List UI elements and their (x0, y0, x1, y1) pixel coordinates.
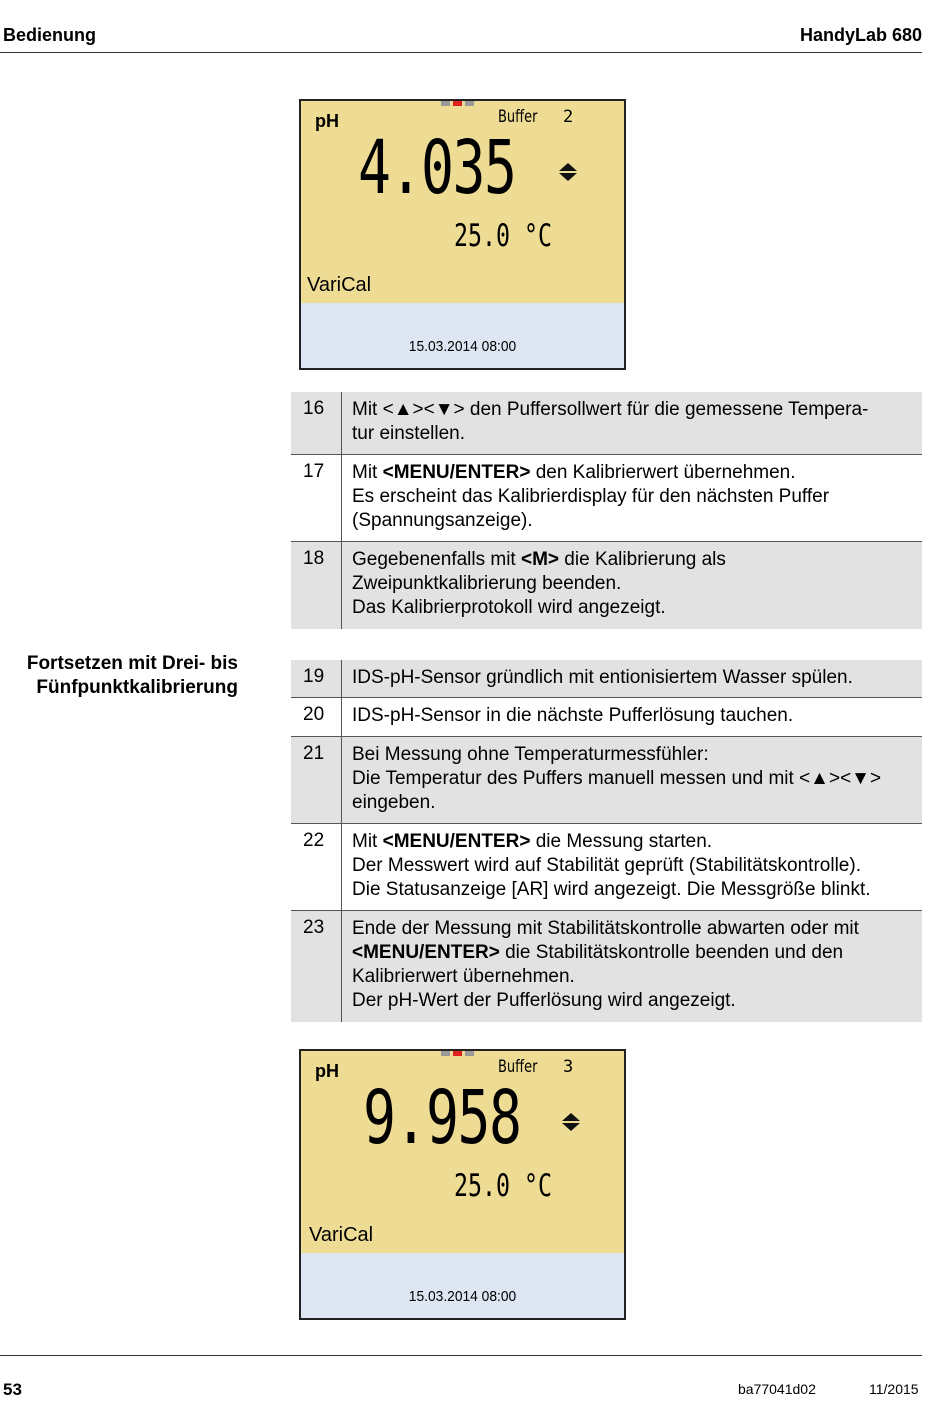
step-row (291, 911, 922, 1022)
display-mode-label: VariCal (307, 274, 372, 296)
page-number: 53 (3, 1380, 22, 1399)
step-text-line: Kalibrierwert übernehmen. (352, 966, 575, 987)
display-measured-value: 4.035 (358, 125, 516, 211)
step-row (291, 824, 922, 911)
running-header-product: HandyLab 680 (799, 25, 922, 45)
status-indicator-dots (441, 1051, 474, 1056)
display-buffer-number: 2 (563, 107, 574, 127)
step-number: 22 (303, 830, 325, 851)
step-text-line: tur einstellen. (352, 423, 466, 444)
display-unit: pH (315, 111, 339, 131)
section-heading: Fortsetzen mit Drei- bis Fünfpunktkalibrierung (26, 653, 238, 698)
step-text-line: IDS-pH-Sensor in die nächste Pufferlösung tauchen. (352, 705, 794, 726)
step-text-line: Mit <MENU/ENTER> die Messung starten. (352, 831, 713, 852)
display-buffer-number: 3 (563, 1057, 574, 1077)
step-number: 20 (303, 704, 325, 725)
display-datetime: 15.03.2014 08:00 (408, 338, 517, 355)
step-row (291, 698, 922, 737)
step-number: 16 (303, 398, 325, 419)
header-rule (0, 52, 922, 53)
step-number: 17 (303, 461, 325, 482)
step-text-line: Das Kalibrierprotokoll wird angezeigt. (352, 597, 666, 618)
meter-display-buffer-3 (299, 1049, 626, 1320)
display-temperature: 25.0 °C (454, 218, 552, 254)
display-unit: pH (315, 1061, 339, 1081)
step-text-line: <MENU/ENTER> die Stabilitätskontrolle beenden und den (352, 942, 844, 963)
step-text-line: IDS-pH-Sensor gründlich mit entionisiertem Wasser spülen. (352, 667, 853, 688)
display-measured-value: 9.958 (363, 1075, 521, 1161)
step-text-line: Ende der Messung mit Stabilitätskontrolle abwarten oder mit (352, 918, 859, 939)
step-number: 19 (303, 666, 325, 687)
step-row (291, 737, 922, 824)
step-number: 18 (303, 548, 325, 569)
step-text-line: Gegebenenfalls mit <M> die Kalibrierung als (352, 549, 726, 570)
step-text-line: Mit <MENU/ENTER> den Kalibrierwert übernehmen. (352, 462, 796, 483)
up-down-arrows-icon (560, 1111, 582, 1133)
step-row (291, 542, 922, 629)
step-text-line: Die Statusanzeige [AR] wird angezeigt. Die Messgröße blinkt. (352, 879, 871, 900)
step-text-line: Bei Messung ohne Temperaturmessfühler: (352, 744, 709, 765)
step-text-line: Mit <▲><▼> den Puffersollwert für die gemessene Tempera- (352, 399, 869, 420)
document-date: 11/2015 (869, 1381, 919, 1397)
up-down-arrows-icon (557, 161, 579, 183)
document-code: ba77041d02 (738, 1381, 816, 1397)
step-row (291, 392, 922, 455)
status-indicator-dots (441, 101, 474, 106)
step-text-line: (Spannungsanzeige). (352, 510, 533, 531)
step-text-line: eingeben. (352, 792, 436, 813)
display-datetime: 15.03.2014 08:00 (408, 1288, 517, 1305)
meter-display-buffer-2 (299, 99, 626, 370)
display-buffer-label: Buffer (498, 107, 538, 127)
display-mode-label: VariCal (309, 1224, 374, 1246)
step-text-line: Zweipunktkalibrierung beenden. (352, 573, 622, 594)
step-row (291, 660, 922, 698)
display-temperature: 25.0 °C (454, 1168, 552, 1204)
step-number: 21 (303, 743, 325, 764)
running-header-section: Bedienung (3, 25, 96, 45)
footer-rule (0, 1355, 922, 1356)
display-buffer-label: Buffer (498, 1057, 538, 1077)
step-text-line: Der pH-Wert der Pufferlösung wird angezeigt. (352, 990, 736, 1011)
step-text-line: Die Temperatur des Puffers manuell messen und mit <▲><▼> (352, 768, 882, 789)
step-row (291, 455, 922, 542)
step-text-line: Es erscheint das Kalibrierdisplay für den nächsten Puffer (352, 486, 830, 507)
step-text-line: Der Messwert wird auf Stabilität geprüft (Stabilitätskontrolle). (352, 855, 861, 876)
step-number: 23 (303, 917, 325, 938)
